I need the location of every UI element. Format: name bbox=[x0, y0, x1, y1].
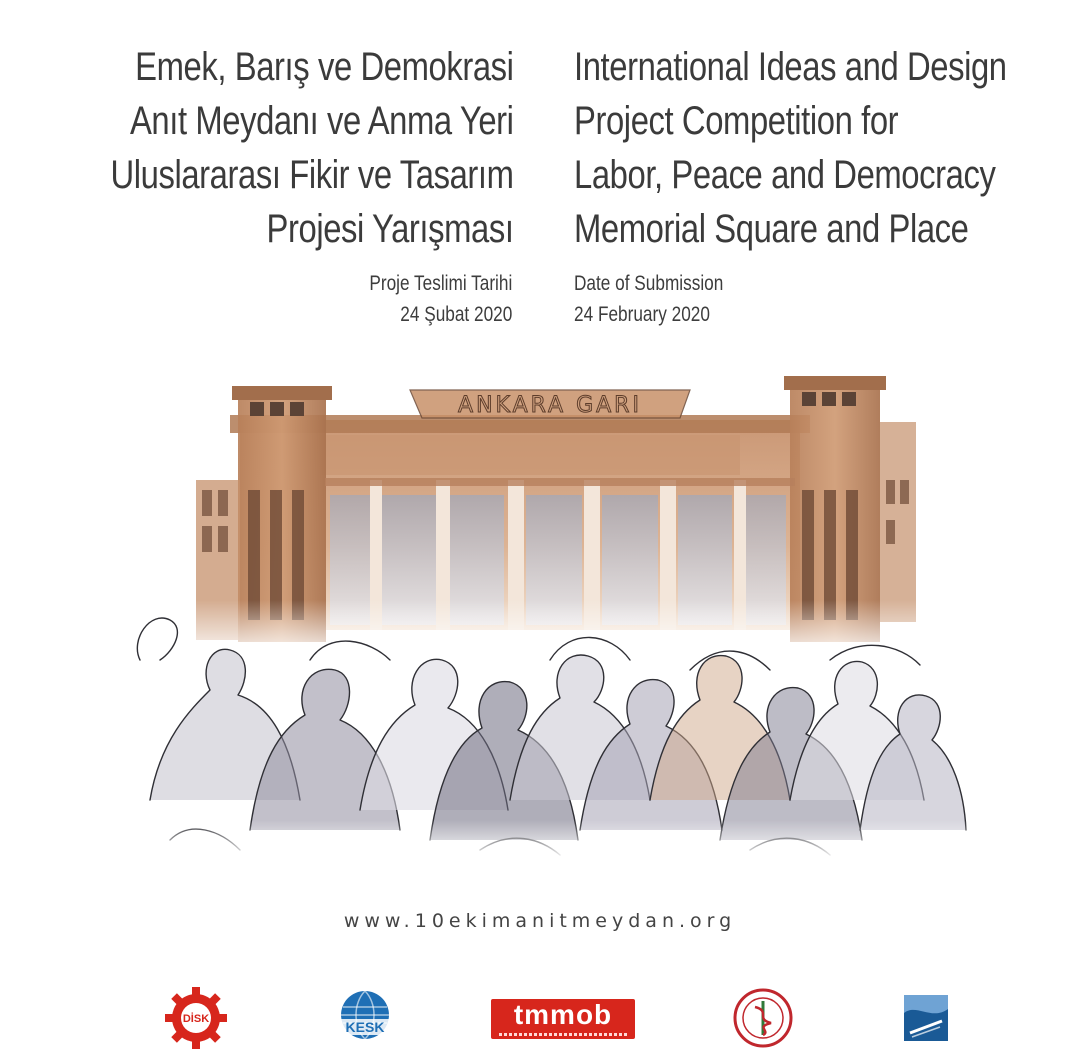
submission-label-tr: Proje Teslimi Tarihi bbox=[369, 272, 512, 295]
title-en-line-1: International Ideas and Design bbox=[574, 45, 1007, 89]
ttb-logo bbox=[731, 985, 795, 1051]
title-en-line-2: Project Competition for bbox=[574, 99, 899, 143]
title-english bbox=[574, 40, 1007, 256]
station-building bbox=[190, 376, 930, 660]
kesk-logo bbox=[333, 985, 397, 1051]
ankara-station-illustration bbox=[130, 360, 970, 860]
organization-logos bbox=[0, 985, 1080, 1055]
disk-logo bbox=[163, 985, 229, 1051]
submission-date-english bbox=[574, 268, 723, 330]
disk-logo-text: DİSK bbox=[182, 1013, 210, 1025]
tmmob-logo-subtitle bbox=[499, 1033, 627, 1036]
title-en-line-3: Labor, Peace and Democracy bbox=[574, 153, 996, 197]
title-tr-line-3: Uluslararası Fikir ve Tasarım bbox=[110, 153, 514, 197]
submission-date-en: 24 February 2020 bbox=[574, 303, 710, 326]
submission-date-turkish bbox=[369, 268, 512, 330]
title-tr-line-4: Projesi Yarışması bbox=[266, 207, 514, 251]
title-tr-line-1: Emek, Barış ve Demokrasi bbox=[135, 45, 514, 89]
tmmob-logo-text: tmmob bbox=[513, 999, 613, 1030]
tdb-logo bbox=[902, 993, 950, 1043]
title-tr-line-2: Anıt Meydanı ve Anma Yeri bbox=[130, 99, 514, 143]
station-sign-text: ANKARA GARI bbox=[458, 393, 642, 418]
submission-label-en: Date of Submission bbox=[574, 272, 724, 295]
title-en-line-4: Memorial Square and Place bbox=[574, 207, 969, 251]
tmmob-logo bbox=[491, 999, 635, 1039]
website-url[interactable]: www.10ekimanitmeydan.org bbox=[343, 910, 737, 932]
kesk-logo-text: KESK bbox=[345, 1019, 385, 1035]
station-sign bbox=[410, 390, 690, 418]
title-turkish bbox=[111, 40, 514, 256]
submission-date-tr: 24 Şubat 2020 bbox=[399, 303, 512, 326]
